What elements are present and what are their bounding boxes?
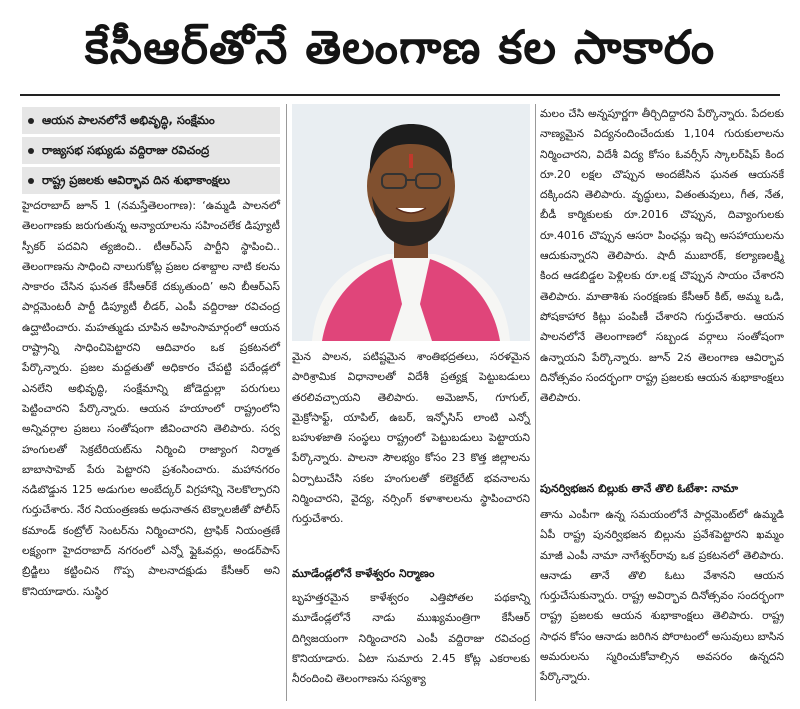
highlight-item: [22, 137, 280, 164]
highlight-text: రాష్ట్ర ప్రజలకు ఆవిర్భావ దిన శుభాకాంక్షలు: [42, 173, 231, 187]
portrait-icon: [292, 104, 530, 341]
headline: కేసీఆర్‌తోనే తెలంగాణ కల సాకారం: [84, 20, 716, 74]
highlight-text: రాజ్యసభ సభ్యుడు వద్దిరాజు రవిచంద్ర: [42, 143, 210, 157]
article-paragraph: మలం చేసి అన్నపూర్ణగా తీర్చిదిద్దారని పేర్కొన్నారు. పేదలకు నాణ్యమైన విద్యనందించేందుకు 1,104 గురుకులాలను నిర్మించారని, విదేశీ విద్య కోసం ఓవర్సీస్ స్కాలర్‌షిప్ కింద రూ.20 లక్షల చొప్పున అందజేసిన ఘనత ఆయనకే దక్కిందని తెలిపారు. వృద్ధులు, వితంతువులు, గీత, నేత, బీడీ కార్మికులకు రూ.2016 చొప్పున, దివ్యాంగులకు రూ.4016 చొప్పున ఆసరా పింఛన్లు ఇచ్చి అసహాయులను ఆదుకున్నారని తెలిపారు. షాదీ ముబారక్, కల్యాణలక్ష్మి కింద ఆడబిడ్డల పెళ్లిలకు రూ.లక్ష చొప్పున సాయం చేశారని తెలిపారు. మాతాశిశు సంరక్షణకు కేసీఆర్ కిట్, అమ్మ ఒడి, పోషకాహార కిట్లు పంపిణీ చేశారని గుర్తుచేశారు. ఆయన పాలనలోనే తెలంగాణలో సబ్బండ వర్గాలు సంతోషంగా ఉన్నాయని పేర్కొన్నారు. జూన్ 2న తెలంగాణ ఆవిర్భావ దినోత్సవం సందర్భంగా రాష్ట్ర ప్రజలకు ఆయన శుభాకాంక్షలు తెలిపారు.: [540, 107, 784, 405]
article-paragraph: తాను ఎంపీగా ఉన్న సమయంలోనే పార్లమెంట్‌లో ఉమ్మడి ఏపీ రాష్ట్ర పునర్విభజన బిల్లును ప్రవేశపెట్టారని ఖమ్మం మాజీ ఎంపీ నామా నాగేశ్వర్‌రావు ఒక ప్రకటనలో తెలిపారు. ఆనాడు తానే తొలి ఓటు వేశానని ఆయన గుర్తుచేసుకున్నారు. రాష్ట్ర అవిర్భావ దినోత్సవం సందర్భంగా రాష్ట్ర ప్రజలకు ఆయన శుభాకాంక్షలు తెలిపారు. రాష్ట్ర సాధన కోసం ఆనాడు జరిగిన పోరాటంలో అసువులు బాసిన అమరులను స్మరించుకోవాల్సిన అవసరం ఉన్నదని పేర్కొన్నారు.: [540, 508, 784, 684]
highlight-text: ఆయన పాలనలోనే అభివృద్ధి, సంక్షేమం: [42, 113, 215, 127]
article-column-1: [22, 196, 280, 701]
article-paragraph: మైన పాలన, పటిష్టమైన శాంతిభద్రతలు, సరళమైన పారిశ్రామిక విధానాలతో విదేశీ ప్రత్యక్ష పెట్టుబడులు తరలివచ్చాయని తెలిపారు. అమెజాన్, గూగుల్, మైక్రోసాఫ్ట్, యాపిల్, ఉబర్, ఇన్ఫోసిస్ లాంటి ఎన్నో బహుళజాతి సంస్థలు రాష్ట్రంలో పెట్టుబడులు పెట్టాయని పేర్కొన్నారు. పాలనా సౌలభ్యం కోసం 23 కొత్త జిల్లాలను ఏర్పాటుచేసి సకల హంగులతో కలెక్టరేట్ భవనాలను నిర్మించారని, వైద్య, నర్సింగ్ కళాశాలలను స్థాపించారని గుర్తుచేశారు.: [292, 350, 530, 526]
headline-rule: [20, 94, 780, 96]
column-divider: [535, 104, 536, 701]
highlights-box: [22, 107, 280, 197]
article-paragraph: హైదరాబాద్ జూన్ 1 (నమస్తేతెలంగాణ): ‘ఉమ్మడి పాలనలో తెలంగాణకు జరుగుతున్న అన్యాయాలను సహించలేక డిప్యూటీ స్పీకర్ పదవిని త్యజించి.. టీఆర్ఎస్ పార్టీని స్థాపించి.. తెలంగాణను సాధించి నాలుగుకోట్ల ప్రజల దశాబ్దాల నాటి కలను సాకారం చేసిన ఘనత కేసీఆర్‌కే దక్కుతుంది’ అని బీఆర్ఎస్ పార్లమెంటరీ పార్టీ డిప్యూటీ లీడర్, ఎంపీ వద్దిరాజు రవిచంద్ర ఉద్ఘాటించారు. మహత్ముడు చూపిన అహింసామార్గంలో ఆయన రాష్ట్రాన్ని సాధించిపెట్టారని ఆదివారం ఒక ప్రకటనలో పేర్కొన్నారు. ప్రజల మద్దతుతో అధికారం చేపట్టి పదేండ్లలో ఎనలేని అభివృద్ధి, సంక్షేమాన్ని జోడెద్దుల్లా పరుగులు పెట్టించారని పేర్కొన్నారు. ఆయన హయాంలో రాష్ట్రంలోని అన్నివర్గాల ప్రజలు సంతోషంగా జీవించారని తెలిపారు. సర్వ హంగులతో సెక్రటేరియట్‌ను నిర్మించి రాజ్యాంగ నిర్మాత బాబాసాహెబ్ పేరు పెట్టారని ప్రశంసించారు. మహానగరం నడిబొడ్డున 125 అడుగుల అంబేద్కర్ విగ్రహాన్ని నెలకొల్పారని గుర్తుచేశారు. నేర నియంత్రణకు అధునాతన టెక్నాలజీతో పోలీస్ కమాండ్ కంట్రోల్ సెంటర్‌ను నిర్మించారని, ట్రాఫిక్ నియంత్రణే లక్ష్యంగా హైదరాబాద్ నగరంలో ఎన్నో ఫ్లైఓవర్లు, అండర్‌పాస్ బ్రిడ్జిలు కట్టించిన గొప్ప పాలనాదక్షుడు కేసీఆర్ అని కొనియాడారు. సుస్థిర: [22, 199, 280, 598]
article-column-2-bottom: [292, 588, 530, 701]
highlight-item: [22, 167, 280, 194]
highlight-item: [22, 107, 280, 134]
subheading: పునర్విభజన బిల్లుకు తానే తొలి ఓటేశా: నామా: [540, 482, 739, 495]
article-column-2-top: [292, 347, 530, 557]
column-divider: [286, 104, 287, 701]
article-column-3-bottom: [540, 505, 784, 701]
bullet-dot-icon: [28, 118, 34, 124]
article-paragraph: బృహత్తరమైన కాళేశ్వరం ఎత్తిపోతల పథకాన్ని మూడేండ్లలోనే నాడు ముఖ్యమంత్రిగా కేసీఆర్ దిగ్విజయంగా నిర్మించారని ఎంపీ వద్దిరాజు రవిచంద్ర కొనియాడారు. ఏటా సుమారు 2.45 కోట్ల ఎకరాలకు నీరందించి తెలంగాణను సస్యశ్యా: [292, 591, 530, 686]
portrait-photo: [292, 104, 530, 341]
subheading: మూడేండ్లలోనే కాళేశ్వరం నిర్మాణం: [292, 567, 435, 580]
bullet-dot-icon: [28, 148, 34, 154]
bullet-dot-icon: [28, 178, 34, 184]
article-column-3-top: [540, 104, 784, 472]
